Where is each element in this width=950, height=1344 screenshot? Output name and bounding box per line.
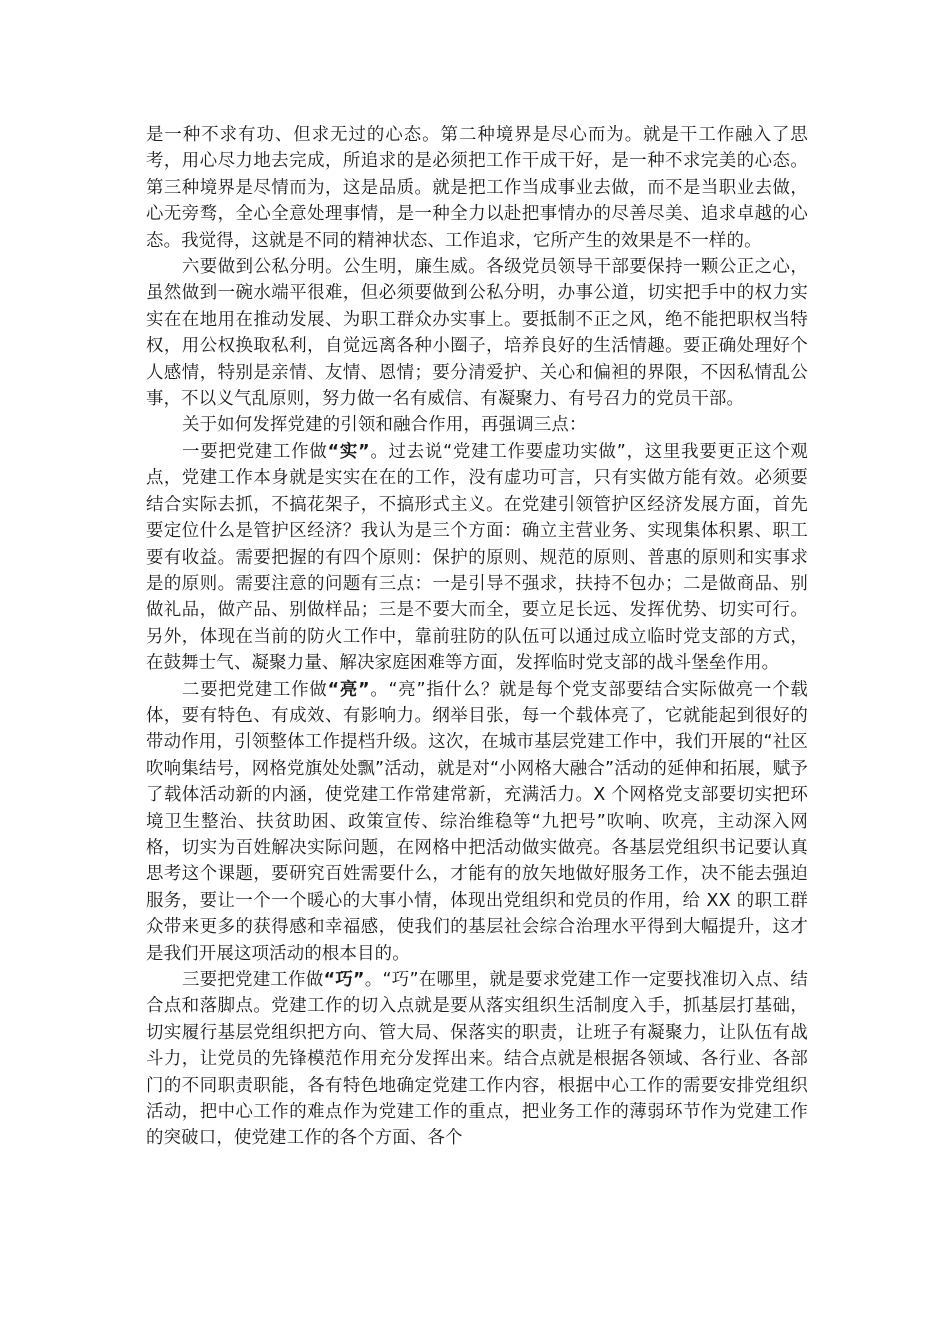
paragraph-6-lead: 三要把党建工作做	[182, 970, 324, 990]
paragraph-1	[146, 122, 808, 254]
paragraph-4	[146, 439, 808, 677]
paragraph-4-rest: 。过去说“党建工作要虚功实做”，这里我要更正这个观点，党建工作本身就是实实在在的工作，没有虚功可言，只有实做方能有效。必须要结合实际去抓，不搞花架子，不搞形式主义。在党建引领管护区经济发展方面，首先要定位什么是管护区经济？我认为是三个方面：确立主营业务、实现集体积累、职工要有收益。需要把握的有四个原则：保护的原则、规范的原则、普惠的原则和实事求是的原则。需要注意的问题有三点：一是引导不强求，扶持不包办；二是做商品、别做礼品，做产品、别做样品；三是不要大而全，要立足长远、发挥优势、切实可行。另外，体现在当前的防火工作中，靠前驻防的队伍可以通过成立临时党支部的方式，在鼓舞士气、凝聚力量、解决家庭困难等方面，发挥临时党支部的战斗堡垒作用。	[146, 441, 808, 674]
paragraph-3-text: 关于如何发挥党建的引领和融合作用，再强调三点：	[182, 415, 587, 436]
paragraph-5-rest: 。“亮”指什么？就是每个党支部要结合实际做亮一个载体，要有特色、有成效、有影响力。纲举目张，每一个载体亮了，它就能起到很好的带动作用，引领整体工作提档升级。这次，在城市基层党建工作中，我们开展的“社区吹响集结号，网格党旗处处飘”活动，就是对“小网格大融合”活动的延伸和拓展，赋予了载体活动新的内涵，使党建工作常建常新，充满活力。X 个网格党支部要切实把环境卫生整治、扶贫助困、政策宣传、综治维稳等“九把号”吹响、吹亮，主动深入网格，切实为百姓解决实际问题，在网格中把活动做实做亮。各基层党组织书记要认真思考这个课题，要研究百姓需要什么，才能有的放矢地做好服务工作，决不能去强迫服务，要让一个一个暖心的大事小情，体现出党组织和党员的作用，给 XX 的职工群众带来更多的获得感和幸福感，使我们的基层社会综合治理水平得到大幅提升，这才是我们开展这项活动的根本目的。	[146, 679, 808, 964]
paragraph-5	[146, 677, 808, 967]
paragraph-1-text: 是一种不求有功、但求无过的心态。第二种境界是尽心而为。就是干工作融入了思考，用心尽力地去完成，所追求的是必须把工作干成干好，是一种不求完美的心态。第三种境界是尽情而为，这是品质。就是把工作当成事业去做，而不是当职业去做，心无旁骛，全心全意处理事情，是一种全力以赴把事情办的尽善尽美、追求卓越的心态。我觉得，这就是不同的精神状态、工作追求，它所产生的效果是不一样的。	[146, 125, 808, 251]
paragraph-5-emphasis: “亮”	[327, 679, 370, 700]
paragraph-3	[146, 412, 808, 438]
document-body	[146, 122, 808, 1152]
paragraph-5-lead: 二要把党建工作做	[182, 679, 328, 700]
paragraph-6-rest: 。“巧”在哪里，就是要求党建工作一定要找准切入点、结合点和落脚点。党建工作的切入点就是要从落实组织生活制度入手，抓基层打基础，切实履行基层党组织把方向、管大局、保落实的职责，让班子有凝聚力，让队伍有战斗力，让党员的先锋模范作用充分发挥出来。结合点就是根据各领域、各行业、各部门的不同职责职能，各有特色地确定党建工作内容，根据中心工作的需要安排党组织活动，把中心工作的难点作为党建工作的重点，把业务工作的薄弱环节作为党建工作的突破口，使党建工作的各个方面、各个	[146, 970, 808, 1149]
paragraph-2-text: 六要做到公私分明。公生明，廉生威。各级党员领导干部要保持一颗公正之心，虽然做到一碗水端平很难，但必须要做到公私分明，办事公道，切实把手中的权力实实在在地用在推动发展、为职工群众办实事上。要抵制不正之风，绝不能把职权当特权，用公权换取私利，自觉远离各种小圈子，培养良好的生活情趣。要正确处理好个人感情，特别是亲情、友情、恩情；要分清爱护、关心和偏袒的界限，不因私情乱公事，不以义气乱原则，努力做一名有威信、有凝聚力、有号召力的党员干部。	[146, 257, 808, 410]
paragraph-4-lead: 一要把党建工作做	[182, 441, 328, 462]
paragraph-6	[146, 967, 808, 1152]
paragraph-2	[146, 254, 808, 412]
paragraph-6-emphasis: “巧”	[323, 970, 365, 990]
paragraph-4-emphasis: “实”	[327, 441, 370, 462]
